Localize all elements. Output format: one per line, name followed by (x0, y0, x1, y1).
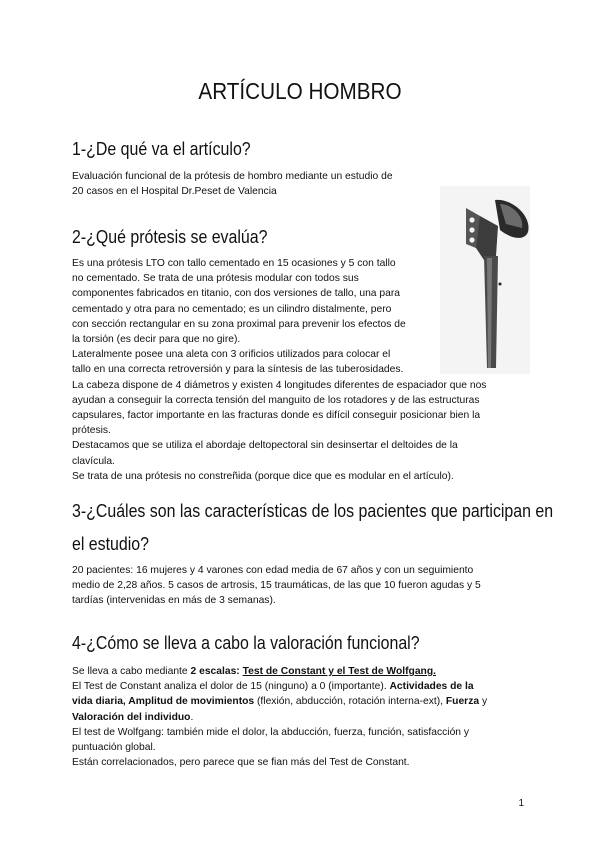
text-line: capsulares, factor importante en las fracturas donde es difícil conseguir posicionar bien la (72, 410, 481, 422)
bold-text: 2 escalas: (190, 666, 243, 677)
section-3-body (72, 563, 481, 609)
text-line: con sección rectangular en su zona proximal para prevenir los efectos de (72, 318, 406, 330)
document-title: ARTÍCULO HOMBRO (198, 78, 402, 104)
text-run: (flexión, abducción, rotación interna-ext), (254, 696, 446, 708)
text-run: y (479, 696, 488, 708)
underlined-bold-text: Test de Constant y el Test de Wolfgang. (242, 666, 436, 677)
text-line: 20 casos en el Hospital Dr.Peset de Valencia (72, 186, 277, 198)
section-3-heading-line-2: el estudio? (72, 533, 149, 554)
text-line: Es una prótesis LTO con tallo cementado en 15 ocasiones y 5 con tallo (72, 258, 396, 269)
bold-text: Actividades de la (389, 681, 474, 693)
text-line: Evaluación funcional de la prótesis de hombro mediante un estudio de (72, 171, 393, 182)
section-4-heading: 4-¿Cómo se lleva a cabo la valoración funcional? (72, 632, 420, 653)
text-line: Lateralmente posee una aleta con 3 orificios utilizados para colocar el (72, 349, 391, 361)
text-line: Destacamos que se utiliza el abordaje deltopectoral sin desinsertar el deltoides de la (72, 440, 458, 452)
text-line: no cementado. Se trata de una prótesis modular con todos sus (72, 273, 359, 285)
text-line: la torsión (es decir para que no gire). (72, 334, 241, 346)
bold-text: Fuerza (445, 696, 480, 708)
text-line: clavícula. (72, 455, 115, 467)
section-1-heading: 1-¿De qué va el artículo? (72, 138, 251, 159)
text-line: tardías (intervenidas en más de 3 semanas). (72, 595, 276, 607)
bold-text: vida diaria, Amplitud de movimientos (72, 696, 255, 708)
text-line: Están correlacionados, pero parece que se fian más del Test de Constant. (72, 757, 410, 769)
text-line (72, 710, 487, 725)
text-line: 20 pacientes: 16 mujeres y 4 varones con edad media de 67 años y con un seguimiento (72, 565, 474, 576)
text-run: . (190, 711, 194, 723)
text-line: La cabeza dispone de 4 diámetros y existen 4 longitudes diferentes de espaciador que nos (72, 379, 487, 391)
text-line: ayudan a conseguir la correcta tensión del manguito de los rotadores y de las estructuras (72, 394, 480, 406)
section-2-heading: 2-¿Qué prótesis se evalúa? (72, 226, 268, 247)
text-line (72, 664, 487, 679)
text-line (72, 694, 487, 709)
text-line: cementado y otra para no cementado; es un cilindro distalmente, pero (72, 303, 392, 315)
section-4-body (72, 664, 487, 770)
text-line: medio de 2,28 años. 5 casos de artrosis, 15 traumáticas, de las que 10 fueron agudas y 5 (72, 580, 481, 592)
text-line: componentes fabricados en titanio, con dos versiones de tallo, una para (72, 288, 400, 300)
text-line: prótesis. (72, 425, 111, 437)
section-1-body (72, 169, 393, 199)
text-line: puntuación global. (72, 742, 156, 754)
text-line: tallo en una correcta retroversión y para la síntesis de las tuberosidades. (72, 364, 404, 376)
text-line (72, 679, 487, 694)
text-run: Se lleva a cabo mediante (72, 666, 191, 677)
page-number: 1 (518, 798, 524, 809)
text-run: El Test de Constant analiza el dolor de 15 (ninguno) a 0 (importante). (72, 681, 390, 693)
text-line: El test de Wolfgang: también mide el dolor, la abducción, fuerza, función, satisfacción y (72, 726, 470, 738)
section-3-heading-line-1: 3-¿Cuáles son las características de los pacientes que participan en (72, 500, 554, 521)
text-line: Se trata de una prótesis no constreñida (porque dice que es modular en el artículo). (72, 470, 454, 482)
section-2-body (72, 256, 486, 484)
bold-text: Valoración del individuo (72, 711, 191, 723)
